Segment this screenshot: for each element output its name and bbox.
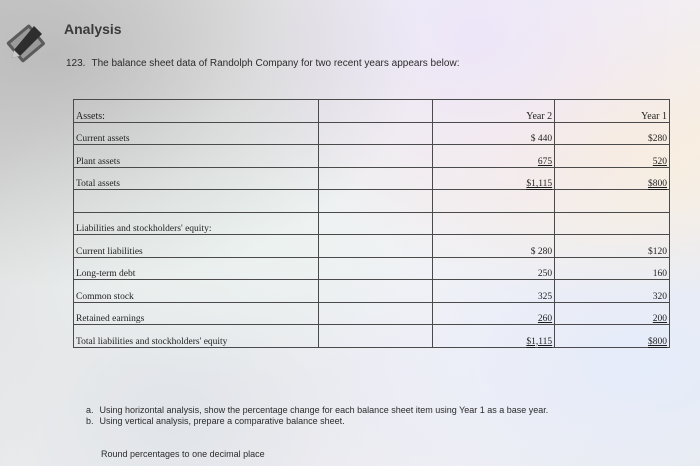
- year1-value: $800: [648, 179, 667, 189]
- liabilities-heading: Liabilities and stockholders' equity:: [74, 212, 319, 235]
- year1-value: $120: [555, 235, 670, 258]
- instruction-b: b. Using vertical analysis, prepare a comparative balance sheet.: [86, 416, 345, 426]
- row-label: Total liabilities and stockholders' equity: [74, 325, 319, 348]
- table-header-row: [74, 100, 670, 123]
- year1-header: Year 1: [555, 100, 670, 123]
- year2-value: 250: [433, 257, 555, 280]
- row-label: Retained earnings: [74, 302, 319, 325]
- table-row: [74, 212, 670, 235]
- rounding-note: Round percentages to one decimal place: [101, 449, 265, 459]
- year2-value: $ 280: [433, 235, 555, 258]
- row-label: Common stock: [74, 280, 319, 303]
- table-row: [74, 325, 670, 348]
- question-text: [66, 58, 459, 69]
- table-row: [74, 257, 670, 280]
- year1-value: 520: [652, 156, 667, 167]
- instructions: [86, 405, 548, 427]
- table-row: [74, 167, 670, 190]
- year1-value: 160: [555, 257, 670, 280]
- question-body: The balance sheet data of Randolph Company for two recent years appears below:: [91, 58, 460, 69]
- row-label: Current assets: [74, 122, 319, 145]
- year2-value: $1,115: [526, 336, 553, 347]
- year2-value: 675: [537, 156, 553, 167]
- row-label: Plant assets: [74, 145, 319, 168]
- table-row-blank: [74, 190, 670, 213]
- table-row: [74, 302, 670, 325]
- pencil-book-icon: [4, 20, 48, 64]
- year2-value: 325: [433, 280, 555, 303]
- year2-value: $1,115: [526, 179, 553, 189]
- table-row: [74, 235, 670, 258]
- page-title: Analysis: [64, 21, 122, 37]
- year1-value: 320: [555, 280, 670, 303]
- year2-header: Year 2: [433, 100, 555, 123]
- year2-value: 260: [537, 314, 553, 324]
- table-row: [74, 122, 670, 145]
- year1-value: $800: [648, 336, 667, 347]
- year2-value: $ 440: [433, 122, 555, 145]
- table-row: [74, 145, 670, 168]
- balance-sheet-table: [73, 99, 670, 348]
- year1-value: $280: [555, 122, 670, 145]
- instruction-a: a. Using horizontal analysis, show the percentage change for each balance sheet item using Year 1 as a base year.: [86, 405, 549, 415]
- row-label: Total assets: [74, 167, 319, 190]
- row-label: Long-term debt: [74, 257, 319, 280]
- year1-value: 200: [652, 314, 667, 324]
- question-number: 123.: [66, 58, 86, 69]
- row-label: Current liabilities: [74, 235, 319, 258]
- table-row: [74, 280, 670, 303]
- assets-heading: Assets:: [74, 100, 319, 123]
